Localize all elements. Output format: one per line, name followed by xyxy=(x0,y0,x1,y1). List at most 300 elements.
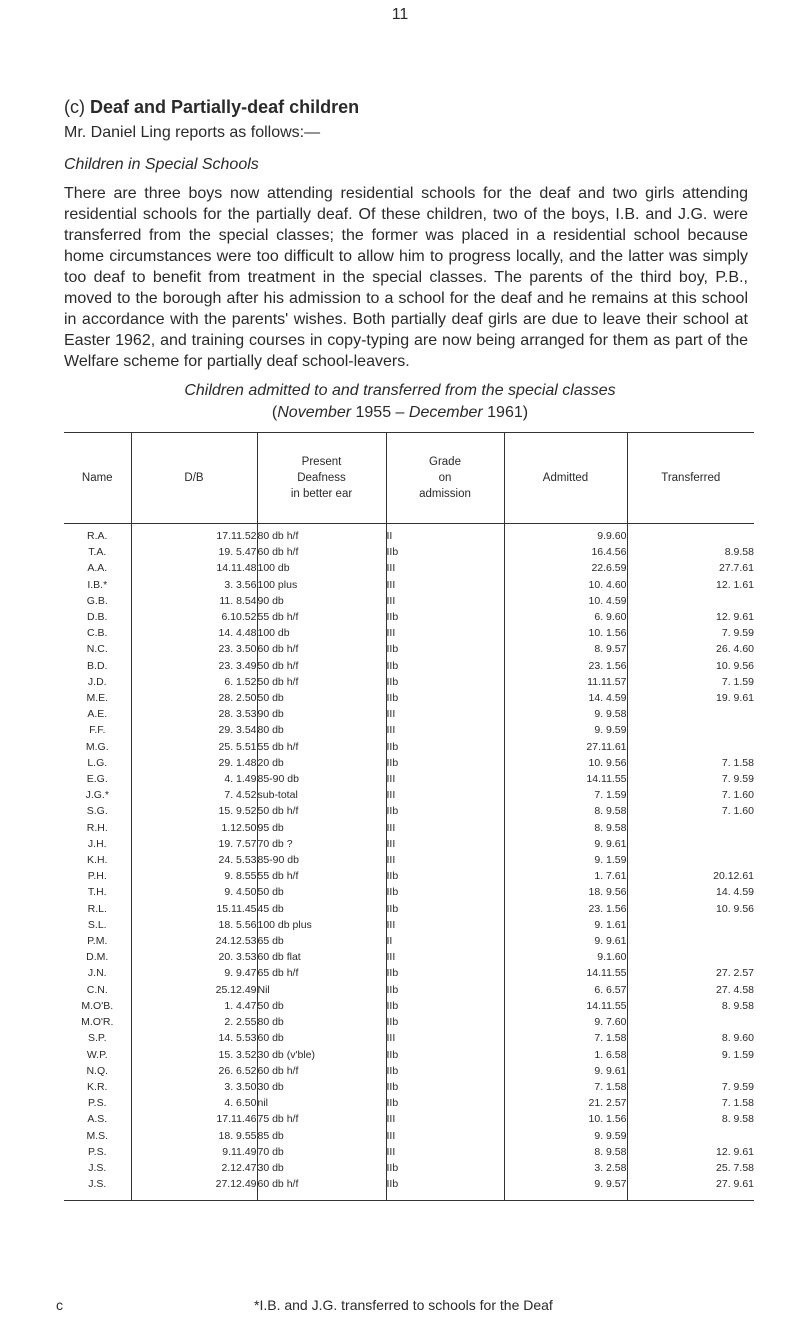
cell-admitted: 7. 1.58 xyxy=(504,1079,627,1095)
table-row xyxy=(64,739,754,755)
table-body xyxy=(64,524,754,1201)
cell-grade: IIb xyxy=(386,1160,504,1176)
cell-admitted: 6. 6.57 xyxy=(504,982,627,998)
table-row xyxy=(64,836,754,852)
cell-transferred: 20.12.61 xyxy=(627,868,754,884)
header-db: D/B xyxy=(131,433,257,524)
table-caption xyxy=(0,380,800,424)
cell-admitted: 9.1.60 xyxy=(504,949,627,965)
cell-grade: IIb xyxy=(386,1047,504,1063)
table-row xyxy=(64,982,754,998)
cell-transferred: 26. 4.60 xyxy=(627,641,754,657)
cell-transferred: 12. 9.61 xyxy=(627,1144,754,1160)
cell-db: 15. 9.52 xyxy=(131,803,257,819)
cell-name: M.S. xyxy=(86,1129,109,1142)
cell-grade: III xyxy=(386,1144,504,1160)
cell-admitted: 7. 1.58 xyxy=(504,1030,627,1046)
cell-grade: III xyxy=(386,852,504,868)
cell-admitted: 9. 9.59 xyxy=(504,1128,627,1144)
cell-grade: IIb xyxy=(386,901,504,917)
cell-deafness: 60 db h/f xyxy=(257,1176,386,1201)
cell-deafness: 100 db xyxy=(257,560,386,576)
cell-deafness: 30 db (v'ble) xyxy=(257,1047,386,1063)
cell-deafness: 60 db xyxy=(257,1030,386,1046)
cell-db: 15. 3.52 xyxy=(131,1047,257,1063)
cell-admitted: 9. 9.59 xyxy=(504,722,627,738)
cell-deafness: sub-total xyxy=(257,787,386,803)
cell-grade: III xyxy=(386,836,504,852)
table-row xyxy=(64,820,754,836)
table-row xyxy=(64,771,754,787)
cell-name: P.M. xyxy=(87,935,108,948)
table-row xyxy=(64,544,754,560)
footnote-margin-mark: c xyxy=(56,1297,63,1313)
cell-db: 29. 3.54 xyxy=(131,722,257,738)
cell-name: P.S. xyxy=(88,1097,107,1110)
cell-grade: IIb xyxy=(386,965,504,981)
cell-grade: IIb xyxy=(386,1063,504,1079)
table-row xyxy=(64,949,754,965)
cell-grade: IIb xyxy=(386,674,504,690)
cell-db: 9. 4.50 xyxy=(131,884,257,900)
cell-grade: IIb xyxy=(386,1095,504,1111)
cell-deafness: 85-90 db xyxy=(257,852,386,868)
cell-transferred: 27. 9.61 xyxy=(627,1176,754,1201)
section-heading xyxy=(64,97,359,118)
page-number: 11 xyxy=(391,6,409,23)
header-grade: Grade on admission xyxy=(386,433,504,524)
cell-transferred: 7. 9.59 xyxy=(627,1079,754,1095)
cell-transferred xyxy=(627,739,754,755)
cell-transferred xyxy=(627,820,754,836)
cell-transferred xyxy=(627,1063,754,1079)
cell-db: 20. 3.53 xyxy=(131,949,257,965)
table-row xyxy=(64,1014,754,1030)
cell-deafness: 30 db xyxy=(257,1079,386,1095)
section-title: Deaf and Partially-deaf children xyxy=(90,97,360,117)
cell-deafness: 70 db xyxy=(257,1144,386,1160)
cell-deafness: 50 db xyxy=(257,998,386,1014)
cell-admitted: 14.11.55 xyxy=(504,965,627,981)
cell-transferred xyxy=(627,917,754,933)
cell-transferred: 8. 9.58 xyxy=(627,1111,754,1127)
cell-name: N.C. xyxy=(86,643,108,656)
cell-admitted: 9.9.60 xyxy=(504,524,627,545)
cell-name: J.S. xyxy=(64,1176,131,1201)
cell-deafness: 90 db xyxy=(257,706,386,722)
cell-name: M.O'R. xyxy=(81,1016,114,1029)
table-caption-line-1: Children admitted to and transferred from the special classes xyxy=(184,382,616,399)
cell-name: K.R. xyxy=(87,1080,108,1093)
cell-db: 26. 6.52 xyxy=(131,1063,257,1079)
cell-db: 6.10.52 xyxy=(131,609,257,625)
cell-db: 18. 9.55 xyxy=(131,1128,257,1144)
table-row xyxy=(64,1176,754,1201)
cell-transferred: 8.9.58 xyxy=(627,544,754,560)
cell-grade: IIb xyxy=(386,755,504,771)
header-admitted: Admitted xyxy=(504,433,627,524)
cell-name: B.D. xyxy=(87,659,108,672)
cell-deafness: 55 db h/f xyxy=(257,609,386,625)
cell-db: 24.12.53 xyxy=(131,933,257,949)
cell-admitted: 3. 2.58 xyxy=(504,1160,627,1176)
cell-deafness: 85 db xyxy=(257,1128,386,1144)
cell-db: 9.11.49 xyxy=(131,1144,257,1160)
cell-grade: IIb xyxy=(386,641,504,657)
cell-name: J.D. xyxy=(87,675,107,688)
cell-admitted: 9. 9.57 xyxy=(504,1176,627,1201)
cell-grade: II xyxy=(386,524,504,545)
cell-transferred: 25. 7.58 xyxy=(627,1160,754,1176)
cell-db: 18. 5.56 xyxy=(131,917,257,933)
cell-deafness: 80 db xyxy=(257,1014,386,1030)
cell-transferred: 7. 9.59 xyxy=(627,771,754,787)
cell-admitted: 10. 4.60 xyxy=(504,577,627,593)
cell-name: A.A. xyxy=(87,562,108,575)
cell-deafness: 65 db h/f xyxy=(257,965,386,981)
cell-transferred xyxy=(627,836,754,852)
cell-transferred: 7. 1.59 xyxy=(627,674,754,690)
cell-admitted: 14. 4.59 xyxy=(504,690,627,706)
cell-db: 14. 4.48 xyxy=(131,625,257,641)
cell-admitted: 8. 9.58 xyxy=(504,1144,627,1160)
cell-grade: III xyxy=(386,722,504,738)
table-row xyxy=(64,1128,754,1144)
table-row xyxy=(64,690,754,706)
cell-transferred: 12. 1.61 xyxy=(627,577,754,593)
table-row xyxy=(64,1160,754,1176)
cell-admitted: 9. 1.59 xyxy=(504,852,627,868)
cell-grade: III xyxy=(386,949,504,965)
cell-transferred: 27. 2.57 xyxy=(627,965,754,981)
cell-name: P.S. xyxy=(88,1145,107,1158)
cell-db: 1.12.50 xyxy=(131,820,257,836)
cell-deafness: 60 db h/f xyxy=(257,1063,386,1079)
table-row xyxy=(64,722,754,738)
cell-deafness: 20 db xyxy=(257,755,386,771)
table-row xyxy=(64,965,754,981)
cell-name: C.N. xyxy=(86,983,108,996)
cell-transferred xyxy=(627,1014,754,1030)
cell-transferred: 7. 1.58 xyxy=(627,755,754,771)
cell-deafness: 90 db xyxy=(257,593,386,609)
cell-admitted: 23. 1.56 xyxy=(504,658,627,674)
table-row xyxy=(64,917,754,933)
cell-deafness: 60 db h/f xyxy=(257,544,386,560)
cell-name: G.B. xyxy=(86,594,108,607)
table-row xyxy=(64,755,754,771)
cell-deafness: 55 db h/f xyxy=(257,868,386,884)
table-row xyxy=(64,868,754,884)
cell-name: A.E. xyxy=(87,708,108,721)
cell-deafness: 45 db xyxy=(257,901,386,917)
cell-admitted: 10. 9.56 xyxy=(504,755,627,771)
cell-transferred: 27. 4.58 xyxy=(627,982,754,998)
cell-transferred xyxy=(627,949,754,965)
cell-deafness: 50 db xyxy=(257,690,386,706)
cell-deafness: 100 plus xyxy=(257,577,386,593)
header-transferred: Transferred xyxy=(627,433,754,524)
cell-grade: II xyxy=(386,933,504,949)
cell-name: R.L. xyxy=(87,902,107,915)
cell-name: S.L. xyxy=(87,918,107,931)
cell-name: P.H. xyxy=(87,870,107,883)
cell-db: 9. 9.47 xyxy=(131,965,257,981)
cell-admitted: 16.4.56 xyxy=(504,544,627,560)
cell-name: J.S. xyxy=(88,1161,107,1174)
children-table xyxy=(64,432,754,1201)
cell-transferred: 7. 1.60 xyxy=(627,803,754,819)
cell-transferred: 14. 4.59 xyxy=(627,884,754,900)
cell-deafness: 80 db h/f xyxy=(257,524,386,545)
cell-admitted: 14.11.55 xyxy=(504,998,627,1014)
cell-grade: IIb xyxy=(386,868,504,884)
cell-grade: III xyxy=(386,706,504,722)
cell-db: 14.11.48 xyxy=(131,560,257,576)
cell-name: S.G. xyxy=(86,805,108,818)
cell-deafness: 70 db ? xyxy=(257,836,386,852)
cell-admitted: 9. 9.61 xyxy=(504,933,627,949)
cell-transferred xyxy=(627,852,754,868)
cell-name: N.Q. xyxy=(86,1064,109,1077)
section-marker: (c) xyxy=(64,97,85,117)
cell-db: 11. 8.54 xyxy=(131,593,257,609)
body-paragraph: There are three boys now attending residential schools for the deaf and two girls attending residential schools for the partially deaf. Of these children, two of the boys, I.B. and J.G. were transferred from the special classes; the former was placed in a residential school because home circumstances were too difficult to allow him to progress locally, and the latter was simply too deaf to benefit from treatment in the special classes. The parents of the third boy, P.B., moved to the borough after his admission to a school for the deaf and he remains at this school in accordance with the parents' wishes. Both partially deaf girls are due to leave their school at Easter 1962, and training courses in copy-typing are now being arranged for them as part of the Welfare scheme for partially deaf school-leavers. xyxy=(64,185,748,370)
cell-transferred: 7. 1.60 xyxy=(627,787,754,803)
cell-name: T.A. xyxy=(88,546,107,559)
cell-grade: III xyxy=(386,560,504,576)
table-row xyxy=(64,560,754,576)
cell-admitted: 9. 9.58 xyxy=(504,706,627,722)
cell-grade: IIb xyxy=(386,982,504,998)
cell-deafness: 85-90 db xyxy=(257,771,386,787)
cell-admitted: 8. 9.58 xyxy=(504,820,627,836)
cell-db: 19. 5.47 xyxy=(131,544,257,560)
cell-name: W.P. xyxy=(86,1048,108,1061)
cell-deafness: Nil xyxy=(257,982,386,998)
cell-db: 14. 5.53 xyxy=(131,1030,257,1046)
cell-transferred: 8. 9.58 xyxy=(627,998,754,1014)
cell-admitted: 21. 2.57 xyxy=(504,1095,627,1111)
table-row xyxy=(64,658,754,674)
cell-db: 23. 3.49 xyxy=(131,658,257,674)
cell-db: 29. 1.48 xyxy=(131,755,257,771)
cell-name: C.B. xyxy=(87,627,108,640)
cell-admitted: 18. 9.56 xyxy=(504,884,627,900)
cell-admitted: 9. 1.61 xyxy=(504,917,627,933)
cell-admitted: 8. 9.58 xyxy=(504,803,627,819)
cell-grade: IIb xyxy=(386,658,504,674)
cell-grade: IIb xyxy=(386,739,504,755)
cell-name: R.H. xyxy=(86,821,108,834)
table-row xyxy=(64,1079,754,1095)
cell-name: J.N. xyxy=(87,967,107,980)
cell-deafness: 60 db h/f xyxy=(257,641,386,657)
cell-grade: IIb xyxy=(386,690,504,706)
cell-db: 1. 4.47 xyxy=(131,998,257,1014)
table-row xyxy=(64,1111,754,1127)
cell-deafness: 95 db xyxy=(257,820,386,836)
cell-deafness: 100 db xyxy=(257,625,386,641)
table-row xyxy=(64,577,754,593)
cell-grade: III xyxy=(386,625,504,641)
cell-admitted: 6. 9.60 xyxy=(504,609,627,625)
cell-grade: IIb xyxy=(386,609,504,625)
table-row xyxy=(64,1144,754,1160)
cell-db: 7. 4.52 xyxy=(131,787,257,803)
table-row xyxy=(64,852,754,868)
cell-db: 23. 3.50 xyxy=(131,641,257,657)
table-row xyxy=(64,901,754,917)
table-row xyxy=(64,524,754,545)
cell-grade: III xyxy=(386,820,504,836)
cell-transferred: 7. 9.59 xyxy=(627,625,754,641)
cell-name: J.G.* xyxy=(85,789,109,802)
table-row xyxy=(64,609,754,625)
cell-db: 6. 1.52 xyxy=(131,674,257,690)
cell-transferred xyxy=(627,706,754,722)
cell-db: 28. 2.50 xyxy=(131,690,257,706)
table-header-row xyxy=(64,433,754,524)
cell-transferred: 8. 9.60 xyxy=(627,1030,754,1046)
cell-db: 17.11.46 xyxy=(131,1111,257,1127)
cell-deafness: 30 db xyxy=(257,1160,386,1176)
cell-grade: III xyxy=(386,577,504,593)
cell-grade: III xyxy=(386,917,504,933)
cell-grade: IIb xyxy=(386,998,504,1014)
cell-deafness: 100 db plus xyxy=(257,917,386,933)
cell-grade: IIb xyxy=(386,803,504,819)
subheading: Children in Special Schools xyxy=(64,156,259,173)
cell-db: 19. 7.57 xyxy=(131,836,257,852)
cell-name: R.A. xyxy=(87,530,108,542)
footnote-text: *I.B. and J.G. transferred to schools for the Deaf xyxy=(254,1297,553,1313)
cell-grade: IIb xyxy=(386,884,504,900)
table-row xyxy=(64,803,754,819)
cell-db: 2. 2.55 xyxy=(131,1014,257,1030)
cell-grade: IIb xyxy=(386,1014,504,1030)
cell-db: 17.11.52 xyxy=(131,524,257,545)
cell-transferred: 9. 1.59 xyxy=(627,1047,754,1063)
header-deafness: Present Deafness in better ear xyxy=(257,433,386,524)
cell-name: D.B. xyxy=(87,611,108,624)
cell-grade: IIb xyxy=(386,544,504,560)
cell-deafness: nil xyxy=(257,1095,386,1111)
cell-db: 24. 5.53 xyxy=(131,852,257,868)
table-caption-line-2: (November 1955 – December 1961) xyxy=(271,404,529,421)
cell-transferred: 7. 1.58 xyxy=(627,1095,754,1111)
table-row xyxy=(64,1063,754,1079)
cell-deafness: 80 db xyxy=(257,722,386,738)
cell-deafness: 50 db h/f xyxy=(257,674,386,690)
cell-transferred: 10. 9.56 xyxy=(627,658,754,674)
cell-transferred: 19. 9.61 xyxy=(627,690,754,706)
cell-db: 27.12.49 xyxy=(131,1176,257,1201)
cell-name: L.G. xyxy=(87,756,108,769)
cell-db: 3. 3.56 xyxy=(131,577,257,593)
cell-name: I.B.* xyxy=(87,578,108,591)
table-row xyxy=(64,884,754,900)
cell-name: F.F. xyxy=(89,724,106,737)
cell-transferred xyxy=(627,722,754,738)
cell-grade: III xyxy=(386,593,504,609)
cell-name: K.H. xyxy=(87,854,108,867)
cell-deafness: 65 db xyxy=(257,933,386,949)
cell-deafness: 50 db h/f xyxy=(257,803,386,819)
cell-admitted: 22.6.59 xyxy=(504,560,627,576)
cell-name: A.S. xyxy=(87,1113,108,1126)
intro-line: Mr. Daniel Ling reports as follows:— xyxy=(64,124,321,141)
table-row xyxy=(64,625,754,641)
cell-admitted: 1. 6.58 xyxy=(504,1047,627,1063)
header-name: Name xyxy=(64,433,131,524)
cell-name: M.O'B. xyxy=(81,999,114,1012)
cell-grade: IIb xyxy=(386,1079,504,1095)
cell-admitted: 27.11.61 xyxy=(504,739,627,755)
cell-db: 2.12.47 xyxy=(131,1160,257,1176)
cell-admitted: 7. 1.59 xyxy=(504,787,627,803)
cell-name: M.G. xyxy=(85,740,109,753)
table-row xyxy=(64,674,754,690)
table-row xyxy=(64,1030,754,1046)
cell-admitted: 9. 9.61 xyxy=(504,836,627,852)
table-row xyxy=(64,998,754,1014)
table-row xyxy=(64,933,754,949)
table-row xyxy=(64,706,754,722)
cell-db: 15.11.45 xyxy=(131,901,257,917)
cell-admitted: 9. 9.61 xyxy=(504,1063,627,1079)
cell-admitted: 8. 9.57 xyxy=(504,641,627,657)
cell-transferred xyxy=(627,1128,754,1144)
cell-transferred: 10. 9.56 xyxy=(627,901,754,917)
cell-name: E.G. xyxy=(86,773,108,786)
cell-deafness: 50 db xyxy=(257,884,386,900)
cell-admitted: 10. 1.56 xyxy=(504,1111,627,1127)
cell-deafness: 60 db flat xyxy=(257,949,386,965)
cell-admitted: 14.11.55 xyxy=(504,771,627,787)
cell-grade: IIb xyxy=(386,1176,504,1201)
cell-transferred: 12. 9.61 xyxy=(627,609,754,625)
cell-db: 4. 6.50 xyxy=(131,1095,257,1111)
cell-db: 3. 3.50 xyxy=(131,1079,257,1095)
cell-admitted: 10. 4.59 xyxy=(504,593,627,609)
cell-grade: III xyxy=(386,1030,504,1046)
table-row xyxy=(64,1095,754,1111)
cell-admitted: 10. 1.56 xyxy=(504,625,627,641)
cell-grade: III xyxy=(386,787,504,803)
cell-transferred xyxy=(627,593,754,609)
cell-deafness: 75 db h/f xyxy=(257,1111,386,1127)
cell-transferred: 27.7.61 xyxy=(627,560,754,576)
cell-transferred xyxy=(627,933,754,949)
cell-name: J.H. xyxy=(87,837,107,850)
cell-transferred xyxy=(627,524,754,545)
cell-admitted: 9. 7.60 xyxy=(504,1014,627,1030)
cell-db: 25.12.49 xyxy=(131,982,257,998)
cell-name: D.M. xyxy=(86,951,109,964)
cell-grade: III xyxy=(386,771,504,787)
cell-grade: III xyxy=(386,1111,504,1127)
cell-name: T.H. xyxy=(87,886,107,899)
cell-admitted: 1. 7.61 xyxy=(504,868,627,884)
cell-db: 25. 5.51 xyxy=(131,739,257,755)
table-row xyxy=(64,1047,754,1063)
cell-admitted: 23. 1.56 xyxy=(504,901,627,917)
cell-db: 28. 3.53 xyxy=(131,706,257,722)
cell-db: 9. 8.55 xyxy=(131,868,257,884)
cell-name: M.E. xyxy=(86,692,109,705)
table-row xyxy=(64,641,754,657)
